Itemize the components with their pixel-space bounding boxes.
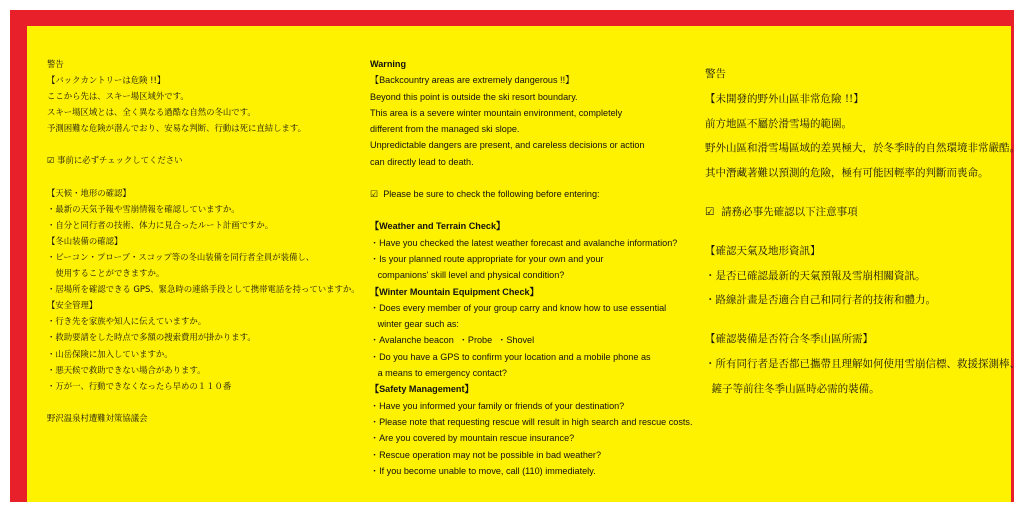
en-item: ・If you become unable to move, call (110) immediately. bbox=[370, 465, 596, 476]
en-section-weather: 【Weather and Terrain Check】 bbox=[370, 221, 506, 232]
jp-item: ・悪天候で救助できない場合があります。 bbox=[47, 364, 206, 375]
jp-item: ・救助要請をした時点で多額の捜索費用が掛かります。 bbox=[47, 332, 256, 343]
en-item: ・Do you have a GPS to confirm your location and a mobile phone as bbox=[370, 351, 651, 362]
jp-text-1: ここから先は、スキー場区域外です。 bbox=[47, 91, 189, 102]
en-item: ・Have you informed your family or friends of your destination? bbox=[370, 400, 625, 411]
tw-text-1: 前方地區不屬於滑雪場的範圍。 bbox=[705, 117, 852, 130]
tw-section-weather: 【確認天氣及地形資訊】 bbox=[705, 244, 821, 257]
en-text-3: different from the managed ski slope. bbox=[370, 124, 520, 135]
en-item: ・Avalanche beacon ・Probe ・Shovel bbox=[370, 335, 535, 346]
jp-headline: 【バックカントリーは危険 !!】 bbox=[47, 75, 166, 86]
tw-title: 警告 bbox=[705, 68, 726, 80]
en-item: ・Have you checked the latest weather forecast and avalanche information? bbox=[370, 237, 678, 248]
jp-text-3: 予測困難な危険が潜んでおり、安易な判断、行動は死に直結します。 bbox=[47, 123, 306, 134]
english-column bbox=[370, 56, 705, 502]
tw-text-2: 野外山區和滑雪場區域的差異極大，於冬季時的自然環境非常嚴酷。 bbox=[705, 142, 1020, 155]
en-item: ・Are you covered by mountain rescue insurance? bbox=[370, 433, 575, 444]
en-title: Warning bbox=[370, 59, 407, 69]
jp-title: 警告 bbox=[47, 59, 64, 69]
en-text-1: Beyond this point is outside the ski resort boundary. bbox=[370, 91, 578, 102]
en-item: ・Please note that requesting rescue will result in high search and rescue costs. bbox=[370, 416, 693, 427]
en-item: ・Rescue operation may not be possible in bad weather? bbox=[370, 449, 602, 460]
tw-text-3: 其中潛藏著難以預測的危險，極有可能因輕率的判斷而喪命。 bbox=[705, 167, 989, 180]
en-text-2: This area is a severe winter mountain environment, completely bbox=[370, 107, 623, 118]
jp-item: ・行き先を家族や知人に伝えていますか。 bbox=[47, 316, 207, 327]
jp-footer-organization: 野沢温泉村遭難対策協議会 bbox=[47, 412, 148, 423]
tw-item: 鏟子等前往冬季山區時必需的裝備。 bbox=[705, 382, 880, 395]
jp-item: 使用することができますか。 bbox=[47, 268, 165, 279]
tw-headline: 【未開發的野外山區非常危險 !!】 bbox=[705, 92, 864, 105]
en-item: a means to emergency contact? bbox=[370, 368, 507, 379]
jp-check-heading: ☑ 事前に必ずチェックしてください bbox=[47, 155, 183, 166]
tw-item: ・路線計畫是否適合自己和同行者的技術和體力。 bbox=[705, 294, 936, 307]
en-item: companions' skill level and physical condition? bbox=[370, 270, 565, 281]
jp-item: ・ビーコン・プローブ・スコップ等の冬山装備を同行者全員が装備し、 bbox=[47, 251, 315, 262]
jp-section-equipment: 【冬山装備の確認】 bbox=[47, 235, 123, 246]
en-check-heading: ☑ Please be sure to check the following before entering: bbox=[370, 189, 600, 200]
chinese-column bbox=[705, 62, 1020, 502]
jp-section-weather: 【天候・地形の確認】 bbox=[47, 187, 131, 198]
en-text-4: Unpredictable dangers are present, and careless decisions or action bbox=[370, 140, 645, 151]
warning-sign-panel bbox=[27, 26, 1020, 502]
en-item: ・Is your planned route appropriate for your own and your bbox=[370, 253, 604, 264]
jp-item: ・万が一、行動できなくなったら早めの１１０番 bbox=[47, 380, 232, 391]
jp-text-2: スキー場区域とは、全く異なる過酷な自然の冬山です。 bbox=[47, 107, 256, 118]
tw-item: ・所有同行者是否都已攜帶且理解如何使用雪崩信標、救援探測棒、 bbox=[705, 357, 1020, 370]
en-section-equipment: 【Winter Mountain Equipment Check】 bbox=[370, 286, 539, 297]
jp-item: ・自分と同行者の技術、体力に見合ったルート計画ですか。 bbox=[47, 219, 274, 230]
en-section-safety: 【Safety Management】 bbox=[370, 384, 474, 395]
warning-sign-border bbox=[10, 10, 1020, 502]
tw-item: ・是否已確認最新的天氣預報及雪崩相關資訊。 bbox=[705, 269, 926, 282]
en-headline: 【Backcountry areas are extremely dangerous !!】 bbox=[370, 75, 575, 86]
jp-section-safety: 【安全管理】 bbox=[47, 300, 98, 311]
en-item: winter gear such as: bbox=[370, 319, 459, 330]
en-item: ・Does every member of your group carry and know how to use essential bbox=[370, 302, 667, 313]
japanese-column bbox=[47, 56, 360, 502]
tw-section-equipment: 【確認裝備是否符合冬季山區所需】 bbox=[705, 333, 873, 346]
jp-item: ・山岳保険に加入していますか。 bbox=[47, 348, 173, 359]
tw-check-heading: ☑ 請務必事先確認以下注意事項 bbox=[705, 205, 858, 218]
jp-item: ・最新の天気予報や雪崩情報を確認していますか。 bbox=[47, 203, 240, 214]
jp-item: ・居場所を確認できる GPS、緊急時の連絡手段として携帯電話を持っていますか。 bbox=[47, 284, 360, 295]
en-text-5: can directly lead to death. bbox=[370, 156, 474, 167]
